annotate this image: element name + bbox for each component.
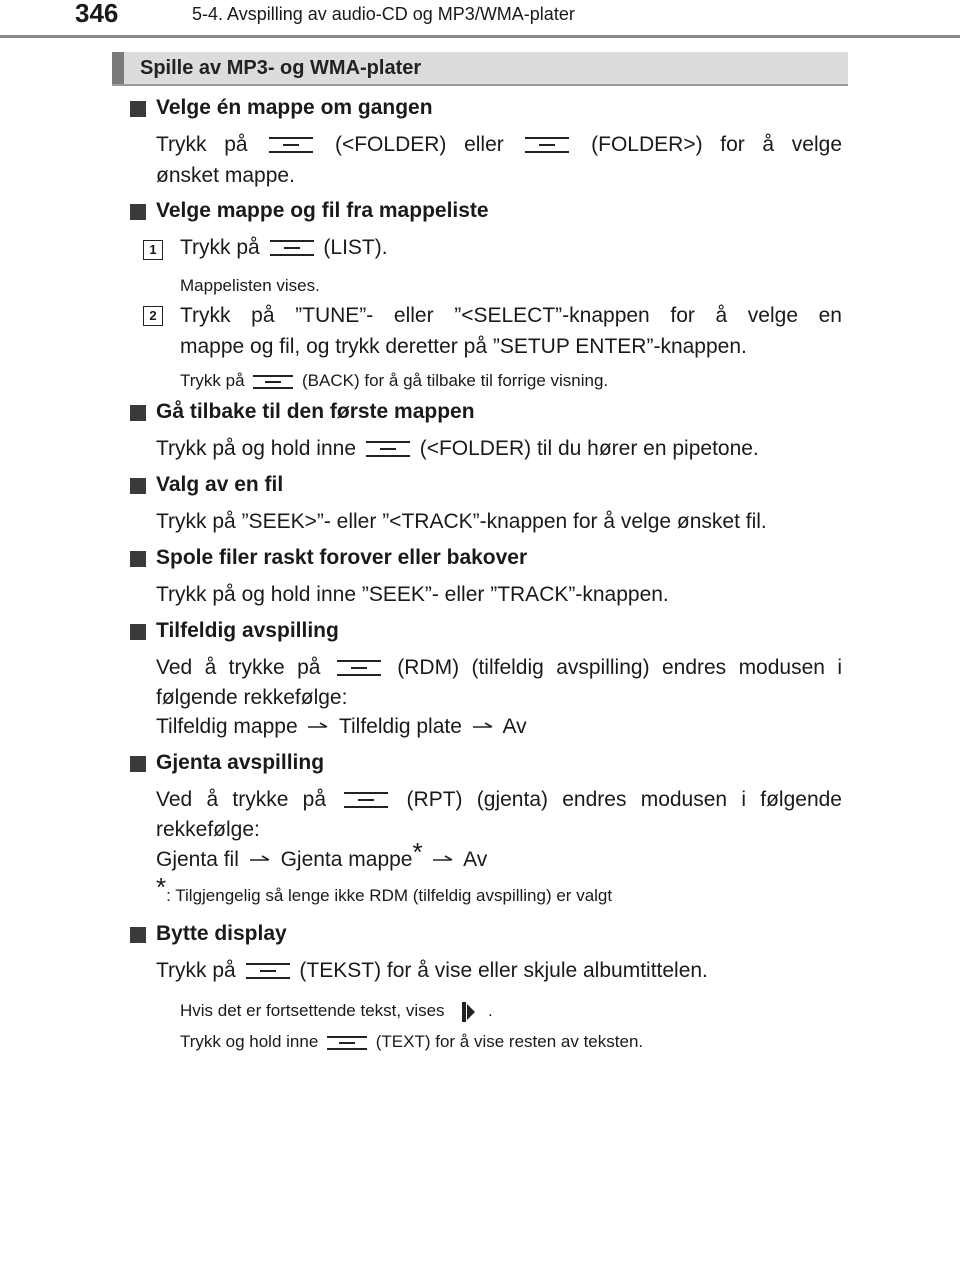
text-fragment: Trykk på xyxy=(156,133,248,156)
text-line xyxy=(156,653,842,683)
text-fragment: (<FOLDER) eller xyxy=(334,133,504,156)
section-title-bar xyxy=(112,52,848,86)
preset-button-icon xyxy=(366,441,410,457)
text-fragment: Ved å trykke på xyxy=(156,656,321,679)
step-number-2: 2 xyxy=(143,306,163,326)
text-fragment: Tilfeldig plate xyxy=(338,715,462,738)
section-accent xyxy=(112,52,124,84)
text-fragment: (RPT) (gjenta) endres modusen i følgende xyxy=(406,788,842,811)
square-bullet-icon xyxy=(130,478,146,494)
step-1-note: Mappelisten vises. xyxy=(180,276,320,295)
text-fragment: (TEXT) for å vise resten av teksten. xyxy=(375,1032,644,1051)
text-line xyxy=(156,130,842,160)
heading-repeat: Gjenta avspilling xyxy=(156,751,325,774)
step-2-note xyxy=(180,370,608,392)
heading-random: Tilfeldig avspilling xyxy=(156,619,339,642)
text-line xyxy=(156,956,842,986)
footnote-marker: * xyxy=(156,872,167,902)
text-line xyxy=(156,785,842,815)
heading-display: Bytte display xyxy=(156,922,287,945)
footnote-marker: * xyxy=(412,837,423,867)
text-fragment: (RDM) (tilfeldig avspilling) endres modusen i xyxy=(397,656,843,679)
display-note-2 xyxy=(180,1031,643,1053)
text-fragment: (LIST). xyxy=(323,236,388,259)
arrow-right-icon xyxy=(472,722,494,732)
page-number: 346 xyxy=(75,0,119,28)
heading-fast: Spole filer raskt forover eller bakover xyxy=(156,546,528,569)
running-title: 5-4. Avspilling av audio-CD og MP3/WMA-plater xyxy=(192,4,575,24)
preset-button-icon xyxy=(525,137,569,153)
display-note-1 xyxy=(180,1000,493,1023)
heading-folder-list: Velge mappe og fil fra mappeliste xyxy=(156,199,489,222)
page-header xyxy=(0,0,960,40)
square-bullet-icon xyxy=(130,551,146,567)
footnote-text: : Tilgjengelig så lenge ikke RDM (tilfeldig avspilling) er valgt xyxy=(166,886,613,905)
mode-sequence xyxy=(156,712,842,742)
square-bullet-icon xyxy=(130,927,146,943)
preset-button-icon xyxy=(337,660,381,676)
heading-first-folder: Gå tilbake til den første mappen xyxy=(156,400,475,423)
text-fragment: (TEKST) for å vise eller skjule albumtittelen. xyxy=(299,959,708,982)
arrow-right-icon xyxy=(307,722,329,732)
text-fragment: Gjenta mappe xyxy=(280,848,413,871)
text-fragment: Trykk på og hold inne xyxy=(156,437,357,460)
square-bullet-icon xyxy=(130,405,146,421)
heading-folder-one: Velge én mappe om gangen xyxy=(156,96,433,119)
preset-button-icon xyxy=(344,792,388,808)
text-fragment: Hvis det er fortsettende tekst, vises xyxy=(180,1001,445,1020)
text-line: følgende rekkefølge: xyxy=(156,686,348,709)
step-2-line-2: mappe og fil, og trykk deretter på ”SETUP ENTER”-knappen. xyxy=(180,335,747,358)
text-fragment: Trykk på xyxy=(156,959,236,982)
heading-select-file: Valg av en fil xyxy=(156,473,284,496)
arrow-right-icon xyxy=(432,855,454,865)
text-fragment: (FOLDER>) for å velge xyxy=(591,133,842,156)
text-fragment: (BACK) for å gå tilbake til forrige visning. xyxy=(302,371,609,390)
step-1-text xyxy=(180,233,842,263)
text-line: Trykk på og hold inne ”SEEK”- eller ”TRACK”-knappen. xyxy=(156,583,669,606)
text-fragment: Trykk på xyxy=(180,371,245,390)
text-fragment: Tilfeldig mappe xyxy=(156,715,298,738)
preset-button-icon xyxy=(253,375,293,389)
text-line xyxy=(156,434,842,464)
section-title: Spille av MP3- og WMA-plater xyxy=(140,57,422,79)
arrow-right-icon xyxy=(249,855,271,865)
text-fragment: Trykk og hold inne xyxy=(180,1032,319,1051)
step-number-1: 1 xyxy=(143,240,163,260)
text-fragment: Trykk på xyxy=(180,236,260,259)
text-fragment: Av xyxy=(502,715,527,738)
text-fragment: Ved å trykke på xyxy=(156,788,327,811)
header-divider xyxy=(0,35,960,38)
text-fragment: . xyxy=(488,1001,493,1020)
mode-sequence xyxy=(156,837,842,875)
continue-text-icon xyxy=(461,1001,477,1023)
preset-button-icon xyxy=(246,963,290,979)
footnote xyxy=(156,872,613,906)
text-line: rekkefølge: xyxy=(156,818,260,841)
square-bullet-icon xyxy=(130,204,146,220)
square-bullet-icon xyxy=(130,756,146,772)
text-fragment: Av xyxy=(463,848,488,871)
text-fragment: Gjenta fil xyxy=(156,848,239,871)
square-bullet-icon xyxy=(130,101,146,117)
step-2-line-1: Trykk på ”TUNE”- eller ”<SELECT”-knappen for å velge en xyxy=(180,304,842,327)
text-line: Trykk på ”SEEK>”- eller ”<TRACK”-knappen for å velge ønsket fil. xyxy=(156,510,767,533)
text-fragment: (<FOLDER) til du hører en pipetone. xyxy=(419,437,759,460)
preset-button-icon xyxy=(270,240,314,256)
preset-button-icon xyxy=(269,137,313,153)
preset-button-icon xyxy=(327,1036,367,1050)
square-bullet-icon xyxy=(130,624,146,640)
text-line: ønsket mappe. xyxy=(156,164,295,187)
